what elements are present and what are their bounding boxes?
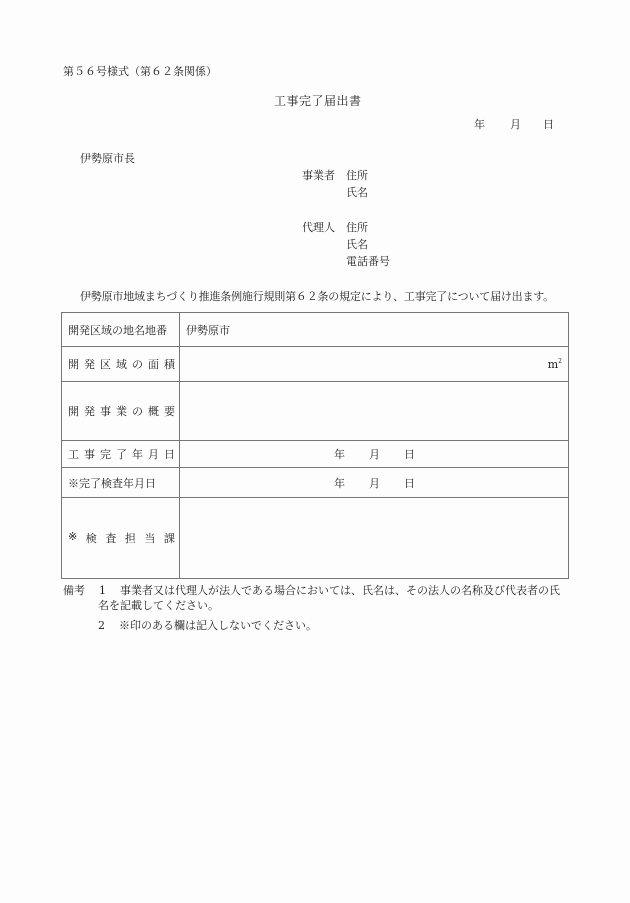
applicant-label: 事業者 bbox=[302, 169, 335, 182]
note-1-continuation: 名を記載してください。 bbox=[98, 599, 219, 612]
note-2-number: 2 bbox=[98, 619, 105, 632]
applicant-address-label: 住所 bbox=[346, 169, 368, 182]
table-row bbox=[62, 441, 569, 468]
table-row bbox=[62, 382, 569, 441]
inspection-date-label: ※完了検査年月日 bbox=[62, 468, 180, 498]
applicant-name-label: 氏名 bbox=[346, 186, 368, 199]
notes-heading: 備考 bbox=[63, 584, 85, 597]
note-2-text: ※印のある欄は記入しないでください。 bbox=[119, 619, 317, 632]
form-number: 第５６号様式（第６２条関係） bbox=[63, 65, 217, 78]
site-area-label: 開 発 区 域 の 面 積 bbox=[62, 347, 180, 382]
project-summary-field[interactable] bbox=[180, 382, 569, 441]
date-day-label: 日 bbox=[543, 118, 554, 131]
site-location-field[interactable]: 伊勢原市 bbox=[180, 313, 569, 347]
table-row bbox=[62, 313, 569, 347]
agent-name-label: 氏名 bbox=[346, 238, 368, 251]
note-2 bbox=[98, 619, 317, 633]
note-1-number: 1 bbox=[99, 584, 106, 597]
project-summary-label: 開 発 事 業 の 概 要 bbox=[62, 382, 180, 441]
agent-label: 代理人 bbox=[302, 221, 335, 234]
site-area-field[interactable]: $m^2$ bbox=[180, 347, 569, 382]
site-location-label: 開発区域の地名地番 bbox=[62, 313, 180, 347]
table-row bbox=[62, 347, 569, 382]
table-row bbox=[62, 468, 569, 498]
notes-heading-line bbox=[63, 584, 560, 598]
square-meter-unit: m bbox=[547, 357, 559, 371]
date-year-label: 年 bbox=[474, 118, 485, 131]
inspection-date-field[interactable]: 年 月 日 bbox=[180, 468, 569, 498]
statement: 伊勢原市地域まちづくり推進条例施行規則第６２条の規定により、工事完了について届け出ます。 bbox=[80, 290, 554, 303]
submission-date bbox=[474, 118, 554, 132]
completion-date-field[interactable]: 年 月 日 bbox=[180, 441, 569, 468]
completion-form-table bbox=[61, 312, 569, 579]
note-1-text: 事業者又は代理人が法人である場合においては、氏名は、その法人の名称及び代表者の氏 bbox=[120, 584, 560, 597]
addressee: 伊勢原市長 bbox=[80, 152, 135, 165]
completion-date-label: 工 事 完 了 年 月 日 bbox=[62, 441, 180, 468]
inspection-department-field[interactable] bbox=[180, 498, 569, 579]
agent-address-label: 住所 bbox=[346, 221, 368, 234]
agent-phone-label: 電話番号 bbox=[346, 255, 390, 268]
date-month-label: 月 bbox=[510, 118, 521, 131]
document-title: 工事完了届出書 bbox=[274, 94, 362, 108]
table-row bbox=[62, 498, 569, 579]
inspection-department-label: ※ 検 査 担 当 課 bbox=[62, 498, 180, 579]
